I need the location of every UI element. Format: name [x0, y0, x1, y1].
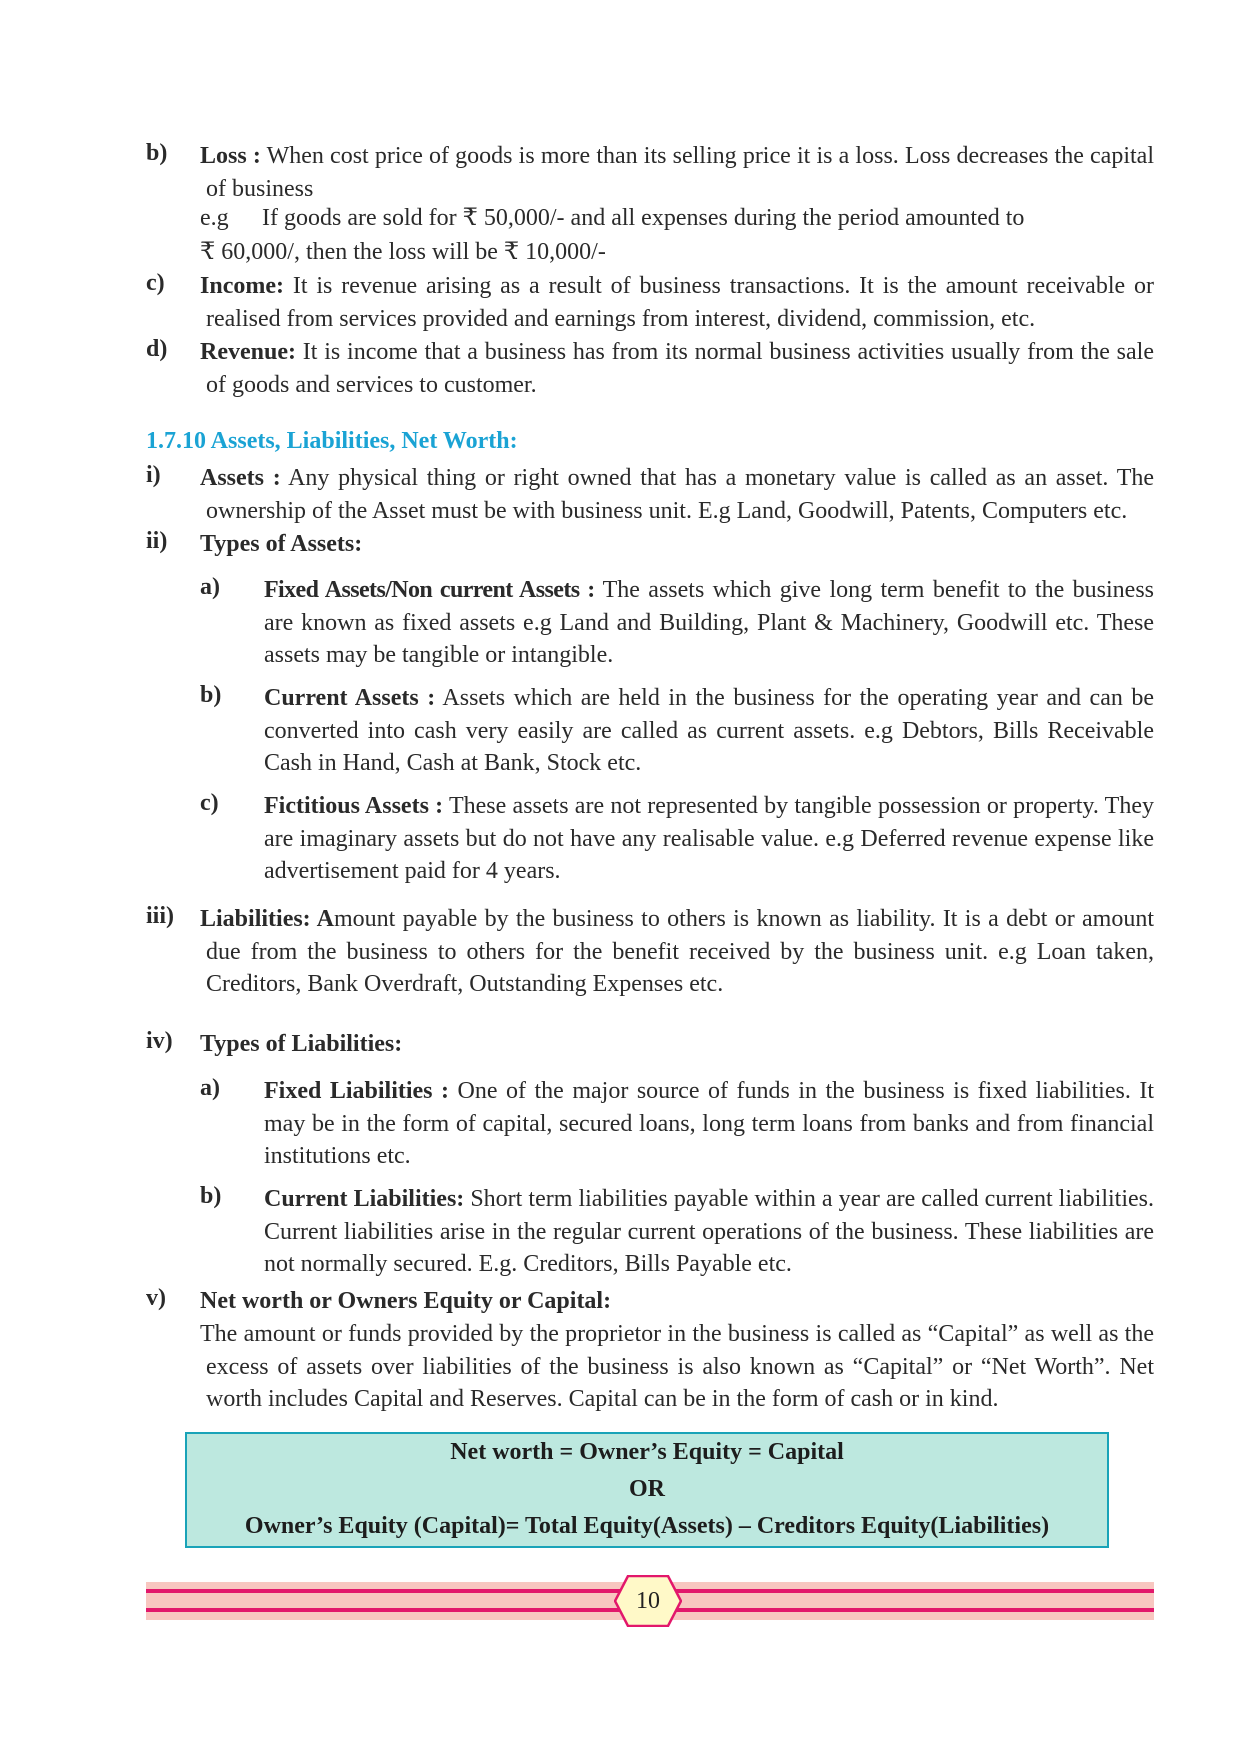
item-title: Revenue: [200, 339, 296, 365]
sub-item-body: The assets which give long term benefit to the business are known as fixed assets e.g Land and Building, Plant & Machinery, Goodwill etc. These assets may be tangible or intangible. [264, 577, 1154, 668]
item-label: i) [146, 462, 161, 488]
item-body: It is revenue arising as a result of business transactions. It is the amount receivable or realised from services provided and earnings from interest, dividend, commission, etc. [206, 273, 1154, 332]
formula-or: OR [629, 1476, 665, 1502]
item-title: Income: [200, 273, 284, 299]
item-title: Types of Liabilities: [200, 1031, 403, 1057]
sub-item-text [264, 790, 1154, 888]
sub-item-body: Assets which are held in the business for the operating year and can be converted into cash very easily are called as current assets. e.g Debtors, Bills Receivable Cash in Hand, Cash at Bank, Stock etc. [264, 685, 1154, 776]
loss-example-line1 [200, 202, 1024, 234]
net-worth-heading [146, 1285, 1154, 1319]
item-title: Loss : [200, 143, 261, 169]
item-text [200, 336, 1154, 401]
item-label: b) [146, 140, 168, 166]
item-text [200, 270, 1154, 335]
sub-item-title: Fictitious Assets : [264, 793, 444, 819]
sub-item-label: b) [200, 682, 222, 708]
loss-example-line2 [200, 236, 606, 268]
sub-item-label: a) [200, 1075, 220, 1101]
item-title: Net worth or Owners Equity or Capital: [200, 1288, 612, 1314]
sub-item-title: Fixed Assets/Non current Assets : [264, 577, 595, 603]
types-of-assets-heading [146, 528, 1154, 562]
fixed-assets-item [146, 574, 1154, 672]
liabilities-item [146, 903, 1154, 1001]
formula-box [185, 1432, 1109, 1548]
sub-item-label: b) [200, 1183, 222, 1209]
sub-item-title: Fixed Liabilities : [264, 1078, 450, 1104]
fixed-liabilities-item [146, 1075, 1154, 1173]
sub-item-text [264, 574, 1154, 672]
item-title: Liabilities: A [200, 906, 334, 932]
fictitious-assets-item [146, 790, 1154, 888]
eg-prefix: e.g [200, 205, 229, 231]
net-worth-body [146, 1318, 1154, 1416]
eg-text: If goods are sold for ₹ 50,000/- and all expenses during the period amounted to [262, 205, 1025, 231]
item-label: ii) [146, 528, 168, 554]
revenue-item [146, 336, 1154, 402]
item-label: c) [146, 270, 165, 296]
item-body: The amount or funds provided by the proprietor in the business is called as “Capital” as well as the excess of assets over liabilities of the business is also known as “Capital” or “Net Worth”. Net worth includes Capital and Reserves. Capital can be in the form of cash or in kind. [200, 1321, 1154, 1412]
item-body: mount payable by the business to others is known as liability. It is a debt or amount due from the business to others for the benefit received by the business unit. e.g Loan taken, Creditors, Bank Overdraft, Outstanding Expenses etc. [206, 906, 1154, 997]
sub-item-title: Current Liabilities: [264, 1186, 465, 1212]
item-label: iii) [146, 903, 174, 929]
section-heading: 1.7.10 Assets, Liabilities, Net Worth: [146, 428, 518, 454]
sub-item-title: Current Assets : [264, 685, 436, 711]
loss-item [146, 140, 1154, 200]
formula-line-2: Owner’s Equity (Capital)= Total Equity(Assets) – Creditors Equity(Liabilities) [244, 1513, 1050, 1539]
item-title: Types of Assets: [200, 531, 363, 557]
item-label: d) [146, 336, 168, 362]
item-body: When cost price of goods is more than its selling price it is a loss. Loss decreases the capital of business [206, 143, 1154, 202]
item-body: It is income that a business has from its normal business activities usually from the sale of goods and services to customer. [206, 339, 1154, 398]
current-liabilities-item [146, 1183, 1154, 1281]
sub-item-body: Short term liabilities payable within a year are called current liabilities. Current liabilities arise in the regular current operations of the business. These liabilities are not normally secured. E.g. Creditors, Bills Payable etc. [264, 1186, 1154, 1277]
page-number: 10 [636, 1588, 660, 1614]
formula-line-1: Net worth = Owner’s Equity = Capital [450, 1439, 844, 1465]
item-text [200, 903, 1154, 1001]
eg-text-2: ₹ 60,000/, then the loss will be ₹ 10,000/- [200, 239, 606, 265]
item-label: iv) [146, 1028, 173, 1054]
item-body: Any physical thing or right owned that has a monetary value is called as an asset. The ownership of the Asset must be with business unit. E.g Land, Goodwill, Patents, Computers etc. [206, 465, 1154, 524]
item-text [200, 462, 1154, 527]
sub-item-label: c) [200, 790, 219, 816]
current-assets-item [146, 682, 1154, 780]
item-label: v) [146, 1285, 166, 1311]
page-number-badge [614, 1575, 682, 1627]
sub-item-text [264, 1183, 1154, 1281]
income-item [146, 270, 1154, 336]
item-text [200, 140, 1154, 205]
sub-item-label: a) [200, 574, 220, 600]
assets-item [146, 462, 1154, 528]
sub-item-text [264, 682, 1154, 780]
sub-item-body: One of the major source of funds in the business is fixed liabilities. It may be in the form of capital, secured loans, long term loans from banks and from financial institutions etc. [264, 1078, 1154, 1169]
sub-item-body: These assets are not represented by tangible possession or property. They are imaginary assets but do not have any realisable value. e.g Deferred revenue expense like advertisement paid for 4 years. [264, 793, 1154, 884]
sub-item-text [264, 1075, 1154, 1173]
item-title: Assets : [200, 465, 281, 491]
types-of-liabilities-heading [146, 1028, 1154, 1062]
